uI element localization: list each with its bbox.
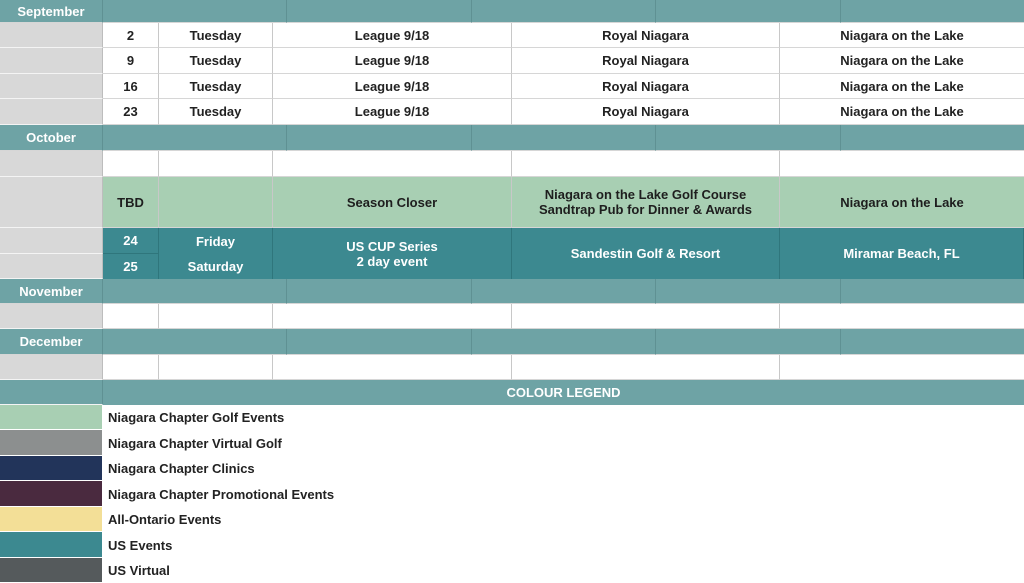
- month-label: November: [0, 279, 103, 304]
- month-label: October: [0, 125, 103, 151]
- event-cell[interactable]: League 9/18: [273, 99, 512, 125]
- location-cell[interactable]: [780, 151, 1024, 177]
- table-row[interactable]: [0, 304, 1024, 329]
- row-header-cell[interactable]: [0, 151, 103, 177]
- venue-cell[interactable]: Sandestin Golf & Resort: [512, 228, 780, 279]
- weekday-cell[interactable]: [159, 177, 273, 228]
- venue-cell[interactable]: [512, 304, 780, 329]
- table-row[interactable]: [0, 151, 1024, 177]
- month-header-november: [0, 279, 1024, 304]
- venue-cell[interactable]: [512, 177, 780, 228]
- row-header-cell[interactable]: [0, 355, 103, 380]
- legend-label: Niagara Chapter Golf Events: [108, 410, 285, 425]
- event-cell[interactable]: [273, 355, 512, 380]
- day-cell[interactable]: 9: [103, 48, 159, 74]
- table-row[interactable]: [0, 74, 1024, 99]
- weekday-cell[interactable]: Tuesday: [159, 23, 273, 48]
- month-fill: [841, 125, 1024, 151]
- day-cell[interactable]: 24: [103, 228, 159, 254]
- legend-swatch: [0, 532, 102, 558]
- month-fill: [103, 0, 287, 23]
- venue-cell[interactable]: Royal Niagara: [512, 48, 780, 74]
- venue-cell[interactable]: Royal Niagara: [512, 23, 780, 48]
- legend-header-row: [0, 380, 1024, 405]
- venue-line: Sandtrap Pub for Dinner & Awards: [538, 202, 753, 217]
- venue-line: Niagara on the Lake Golf Course: [544, 187, 747, 202]
- table-row[interactable]: [0, 23, 1024, 48]
- row-header-cell[interactable]: [0, 23, 103, 48]
- legend-swatch: [0, 456, 102, 481]
- month-header-october: [0, 125, 1024, 151]
- weekday-cell[interactable]: Tuesday: [159, 99, 273, 125]
- legend-swatch: [0, 507, 102, 532]
- weekday-cell[interactable]: Tuesday: [159, 48, 273, 74]
- month-fill: [103, 329, 287, 355]
- location-cell[interactable]: [780, 355, 1024, 380]
- event-cell[interactable]: [273, 228, 512, 279]
- month-fill: [287, 0, 471, 23]
- table-row-season-closer[interactable]: [0, 177, 1024, 228]
- legend-label: US Events: [108, 537, 173, 553]
- venue-cell[interactable]: Royal Niagara: [512, 99, 780, 125]
- weekday-cell[interactable]: [159, 355, 273, 380]
- row-header-cell[interactable]: [0, 74, 103, 99]
- month-label: September: [0, 0, 103, 23]
- venue-cell[interactable]: Royal Niagara: [512, 74, 780, 99]
- venue-cell[interactable]: [512, 151, 780, 177]
- day-cell[interactable]: 2: [103, 23, 159, 48]
- row-header-cell[interactable]: [0, 177, 103, 228]
- month-fill: [656, 279, 840, 304]
- event-cell[interactable]: [273, 151, 512, 177]
- legend-item: [0, 430, 1024, 456]
- day-cell[interactable]: [103, 304, 159, 329]
- month-header-december: [0, 329, 1024, 355]
- location-cell[interactable]: [780, 304, 1024, 329]
- legend-item: [0, 507, 1024, 532]
- legend-item: [0, 456, 1024, 481]
- location-cell[interactable]: Miramar Beach, FL: [780, 228, 1024, 279]
- event-cell[interactable]: [273, 304, 512, 329]
- weekday-cell[interactable]: Friday: [159, 228, 273, 254]
- legend-header-spacer: [0, 380, 103, 405]
- month-fill: [103, 279, 287, 304]
- day-cell[interactable]: 23: [103, 99, 159, 125]
- weekday-cell[interactable]: Tuesday: [159, 74, 273, 99]
- venue-cell[interactable]: [512, 355, 780, 380]
- legend-swatch: [0, 430, 102, 456]
- month-fill: [656, 125, 840, 151]
- legend-label: Niagara Chapter Virtual Golf: [108, 435, 282, 451]
- day-cell[interactable]: [103, 355, 159, 380]
- event-cell[interactable]: Season Closer: [273, 177, 512, 228]
- month-fill: [841, 329, 1024, 355]
- row-header-cell[interactable]: [0, 228, 103, 254]
- month-fill: [287, 329, 471, 355]
- month-label: December: [0, 329, 103, 355]
- row-header-cell[interactable]: [0, 304, 103, 329]
- row-header-cell[interactable]: [0, 99, 103, 125]
- month-fill: [841, 279, 1024, 304]
- day-cell[interactable]: [103, 151, 159, 177]
- location-cell[interactable]: Niagara on the Lake: [780, 23, 1024, 48]
- legend-item: [0, 405, 1024, 430]
- day-cell[interactable]: 16: [103, 74, 159, 99]
- location-cell[interactable]: Niagara on the Lake: [780, 99, 1024, 125]
- month-fill: [656, 329, 840, 355]
- event-line: US CUP Series: [346, 238, 438, 254]
- month-fill: [656, 0, 840, 23]
- weekday-cell[interactable]: Saturday: [159, 254, 273, 279]
- table-row[interactable]: [0, 48, 1024, 74]
- location-cell[interactable]: Niagara on the Lake: [780, 74, 1024, 99]
- legend-label: All-Ontario Events: [108, 512, 222, 527]
- month-fill: [472, 125, 656, 151]
- weekday-cell[interactable]: [159, 304, 273, 329]
- location-cell[interactable]: Niagara on the Lake: [780, 177, 1024, 228]
- row-header-cell[interactable]: [0, 254, 103, 279]
- event-cell[interactable]: League 9/18: [273, 48, 512, 74]
- legend-label: Niagara Chapter Promotional Events: [108, 486, 335, 502]
- month-fill: [103, 125, 287, 151]
- legend-title: COLOUR LEGEND: [103, 380, 1024, 405]
- month-header-september: [0, 0, 1024, 23]
- colour-legend: [0, 405, 1024, 583]
- legend-item: [0, 532, 1024, 558]
- legend-swatch: [0, 405, 102, 430]
- legend-label: US Virtual: [108, 563, 170, 578]
- month-fill: [472, 0, 656, 23]
- month-fill: [841, 0, 1024, 23]
- legend-swatch: [0, 558, 102, 583]
- month-fill: [472, 279, 656, 304]
- legend-swatch: [0, 481, 102, 507]
- legend-label: Niagara Chapter Clinics: [108, 461, 255, 476]
- legend-item: [0, 558, 1024, 583]
- location-cell[interactable]: Niagara on the Lake: [780, 48, 1024, 74]
- day-cell[interactable]: TBD: [103, 177, 159, 228]
- month-fill: [472, 329, 656, 355]
- table-row[interactable]: [0, 99, 1024, 125]
- table-row[interactable]: [0, 355, 1024, 380]
- event-cell[interactable]: League 9/18: [273, 74, 512, 99]
- event-line: 2 day event: [356, 253, 428, 269]
- day-cell[interactable]: 25: [103, 254, 159, 279]
- table-row-us-cup[interactable]: [0, 228, 1024, 279]
- month-fill: [287, 279, 471, 304]
- event-cell[interactable]: League 9/18: [273, 23, 512, 48]
- month-fill: [287, 125, 471, 151]
- row-header-cell[interactable]: [0, 48, 103, 74]
- weekday-cell[interactable]: [159, 151, 273, 177]
- legend-item: [0, 481, 1024, 507]
